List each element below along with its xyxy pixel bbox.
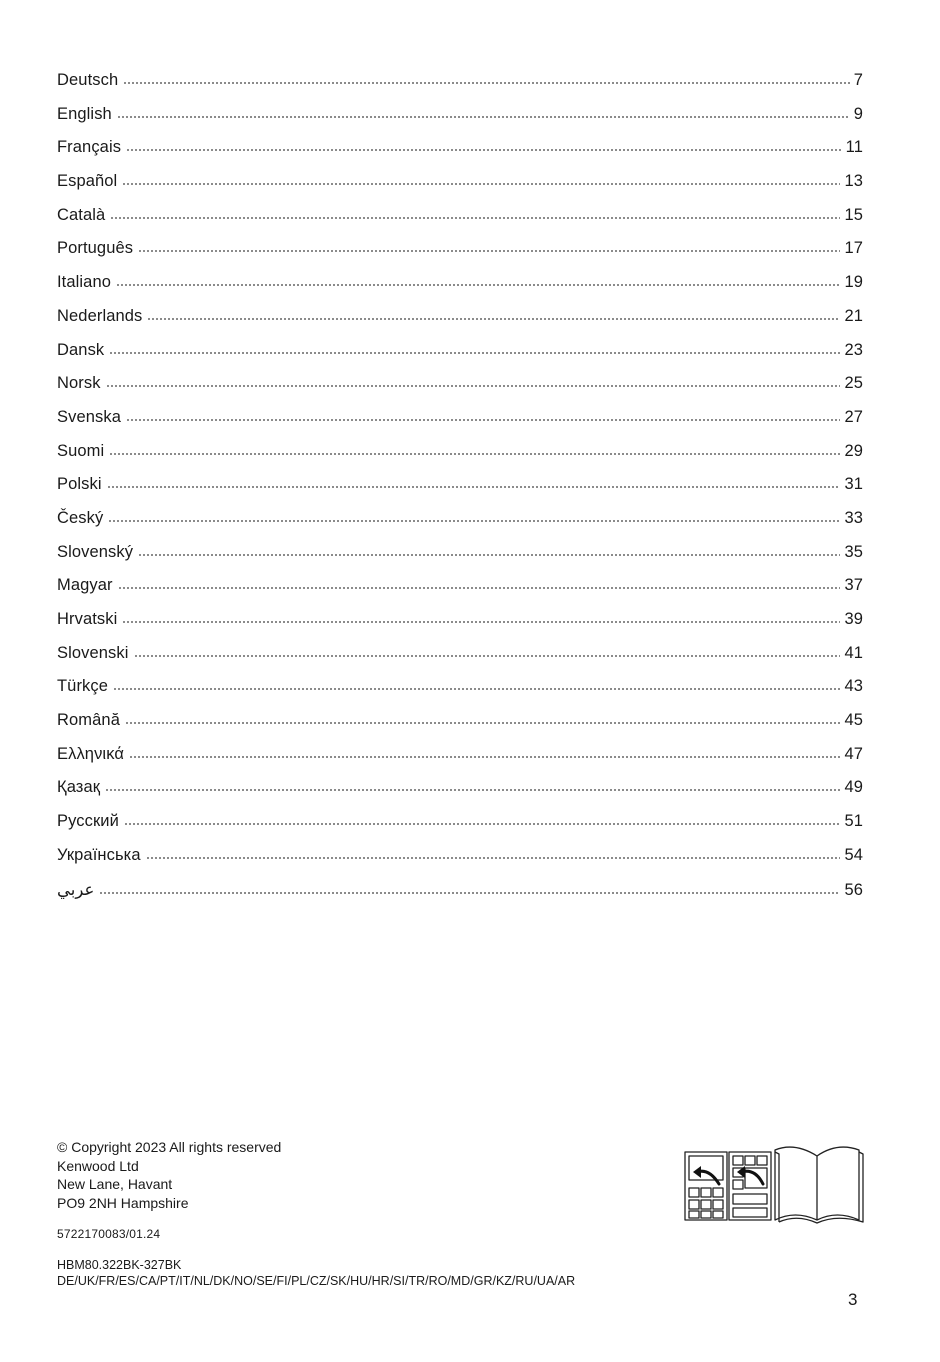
booklet-fold-icon xyxy=(683,1138,865,1224)
toc-entry xyxy=(57,576,863,610)
table-of-contents xyxy=(57,71,863,913)
dot-leader xyxy=(117,116,850,118)
dot-leader xyxy=(110,217,840,219)
toc-entry xyxy=(57,677,863,711)
toc-page-number: 37 xyxy=(844,576,863,595)
toc-entry xyxy=(57,105,863,139)
toc-entry xyxy=(57,374,863,408)
toc-language-label: Українська xyxy=(57,845,141,864)
toc-page-number: 47 xyxy=(844,744,863,763)
dot-leader xyxy=(126,419,840,421)
toc-entry xyxy=(57,172,863,206)
dot-leader xyxy=(125,722,840,724)
toc-language-label: Español xyxy=(57,172,118,191)
toc-language-label: Русский xyxy=(57,812,119,831)
dot-leader xyxy=(122,183,840,185)
toc-entry xyxy=(57,307,863,341)
dot-leader xyxy=(138,554,840,556)
toc-page-number: 25 xyxy=(844,374,863,393)
model-info xyxy=(57,1258,575,1289)
toc-page-number: 19 xyxy=(844,273,863,292)
copyright-notice: © Copyright 2023 All rights reserved xyxy=(57,1139,282,1155)
toc-language-label: Magyar xyxy=(57,576,113,595)
toc-language-label: Português xyxy=(57,239,134,258)
model-number: HBM80.322BK-327BK xyxy=(57,1258,182,1272)
toc-entry xyxy=(57,812,863,846)
toc-page-number: 9 xyxy=(853,104,863,123)
toc-entry xyxy=(57,745,863,779)
toc-entry xyxy=(57,442,863,476)
toc-page-number: 23 xyxy=(844,340,863,359)
toc-language-label: Nederlands xyxy=(57,306,143,325)
toc-page-number: 21 xyxy=(844,306,863,325)
toc-entry xyxy=(57,543,863,577)
toc-language-label: Română xyxy=(57,711,120,730)
toc-language-label: Slovenský xyxy=(57,542,134,561)
dot-leader xyxy=(113,688,840,690)
address-line-1: New Lane, Havant xyxy=(57,1176,173,1193)
page-number: 3 xyxy=(848,1290,858,1309)
toc-page-number: 41 xyxy=(844,643,863,662)
toc-language-label: Norsk xyxy=(57,374,101,393)
dot-leader xyxy=(107,486,841,488)
toc-page-number: 11 xyxy=(845,138,863,157)
toc-page-number: 27 xyxy=(844,407,863,426)
toc-language-label: Italiano xyxy=(57,273,112,292)
toc-language-label: Қазақ xyxy=(57,778,101,797)
toc-language-label: Český xyxy=(57,508,104,527)
dot-leader xyxy=(146,857,841,859)
dot-leader xyxy=(106,385,841,387)
toc-entry xyxy=(57,138,863,172)
dot-leader xyxy=(116,284,840,286)
toc-page-number: 54 xyxy=(844,845,863,864)
dot-leader xyxy=(138,250,840,252)
toc-language-label: Hrvatski xyxy=(57,610,118,628)
toc-entry xyxy=(57,711,863,745)
toc-page-number: 49 xyxy=(844,778,863,797)
dot-leader xyxy=(99,892,840,894)
toc-page-number: 17 xyxy=(844,239,863,258)
toc-entry xyxy=(57,644,863,678)
toc-entry xyxy=(57,475,863,509)
toc-page-number: 35 xyxy=(844,542,863,561)
toc-page-number: 31 xyxy=(844,475,863,494)
dot-leader xyxy=(134,655,841,657)
toc-language-label: Svenska xyxy=(57,407,121,426)
toc-language-label: Català xyxy=(57,205,106,224)
toc-language-label: Dansk xyxy=(57,340,105,359)
toc-page-number: 45 xyxy=(844,711,863,730)
toc-language-label: Polski xyxy=(57,475,102,494)
dot-leader xyxy=(123,82,849,84)
dot-leader xyxy=(122,621,840,623)
address-line-2: PO9 2NH Hampshire xyxy=(57,1194,189,1211)
dot-leader xyxy=(105,789,840,791)
toc-language-label: Ελληνικά xyxy=(57,744,124,763)
toc-page-number: 33 xyxy=(844,508,863,527)
company-name: Kenwood Ltd xyxy=(57,1157,139,1174)
toc-language-label: Slovenski xyxy=(57,643,129,662)
toc-page-number: 51 xyxy=(844,812,863,831)
toc-entry xyxy=(57,408,863,442)
toc-page-number: 15 xyxy=(844,205,863,224)
dot-leader xyxy=(108,520,840,522)
document-code: 5722170083/01.24 xyxy=(57,1227,161,1241)
toc-page-number: 56 xyxy=(844,880,863,899)
toc-entry xyxy=(57,341,863,375)
dot-leader xyxy=(118,587,841,589)
toc-language-label: English xyxy=(57,104,112,123)
toc-entry xyxy=(57,273,863,307)
dot-leader xyxy=(147,318,840,320)
toc-page-number: 7 xyxy=(853,71,863,89)
publisher-info xyxy=(57,1138,281,1212)
dot-leader xyxy=(124,823,841,825)
toc-language-label: Deutsch xyxy=(57,71,119,89)
toc-page-number: 43 xyxy=(844,677,863,696)
toc-language-label: عربي xyxy=(57,880,95,899)
toc-entry xyxy=(57,846,863,880)
toc-page-number: 39 xyxy=(844,610,863,628)
toc-entry xyxy=(57,880,863,914)
toc-entry xyxy=(57,778,863,812)
toc-entry xyxy=(57,71,863,105)
toc-entry xyxy=(57,206,863,240)
dot-leader xyxy=(126,149,842,151)
toc-entry xyxy=(57,509,863,543)
toc-language-label: Français xyxy=(57,138,122,157)
toc-language-label: Türkçe xyxy=(57,677,109,696)
toc-page-number: 13 xyxy=(844,172,863,191)
dot-leader xyxy=(109,453,840,455)
dot-leader xyxy=(129,756,840,758)
country-codes: DE/UK/FR/ES/CA/PT/IT/NL/DK/NO/SE/FI/PL/CZ/SK/HU/HR/SI/TR/RO/MD/GR/KZ/RU/UA/AR xyxy=(57,1273,576,1288)
toc-language-label: Suomi xyxy=(57,441,105,460)
toc-entry xyxy=(57,610,863,644)
toc-entry xyxy=(57,239,863,273)
toc-page-number: 29 xyxy=(844,441,863,460)
dot-leader xyxy=(109,352,840,354)
